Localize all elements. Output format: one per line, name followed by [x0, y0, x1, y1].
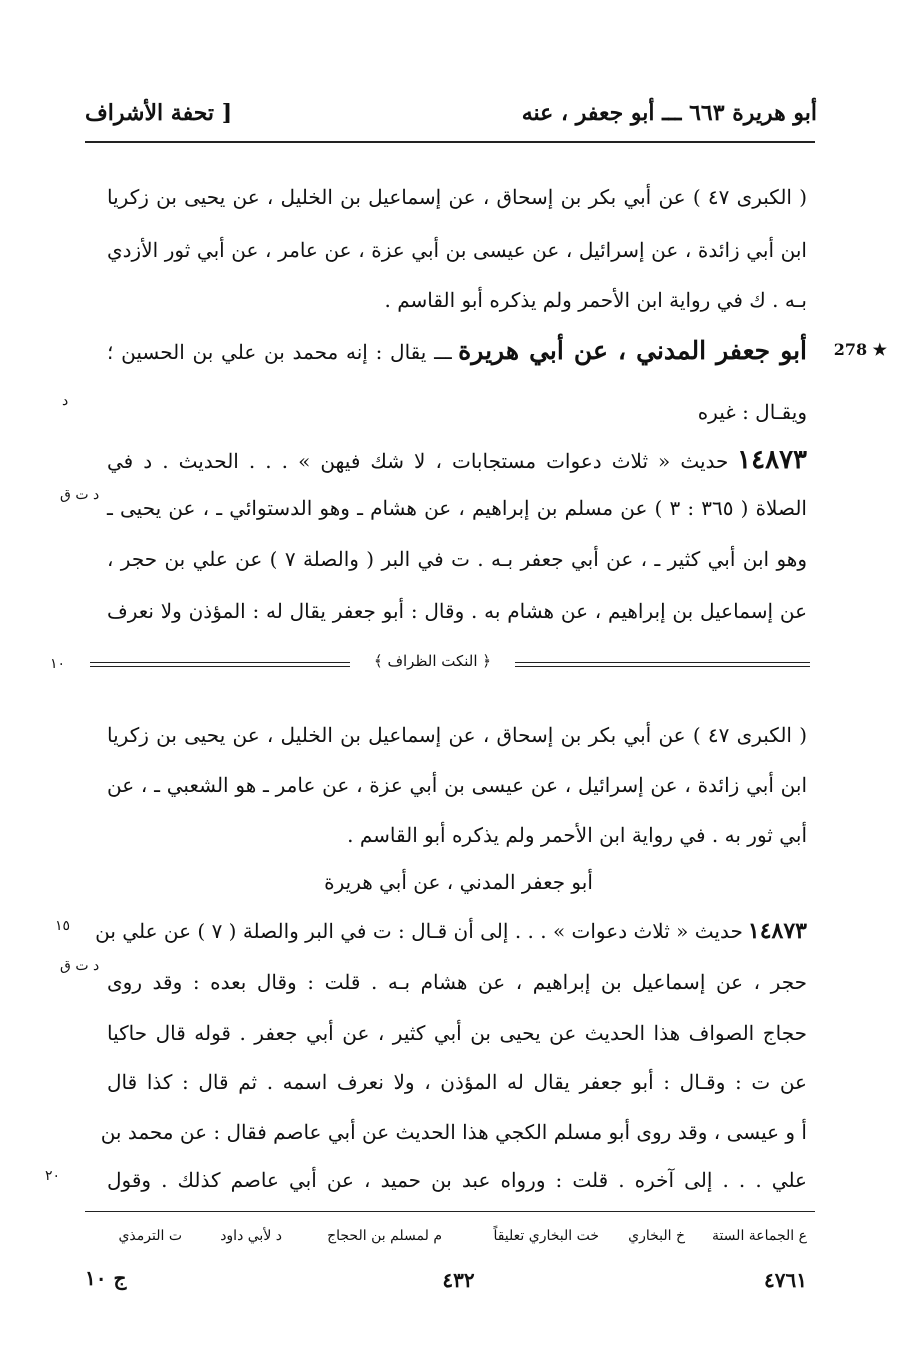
text-line: حجر ، عن إسماعيل بن إبراهيم ، عن هشام بـه . قلت : وقال بعده : وقد روى: [107, 970, 807, 994]
divider-rule-left: [90, 666, 350, 667]
text-line: وهو ابن أبي كثير ـ ، عن أبي جعفر بـه . ت في البر ( والصلة ٧ ) عن علي بن حجر ،: [107, 547, 807, 571]
text-line: علي . . . إلى آخره . قلت : ورواه عبد بن حميد ، عن أبي عاصم كذلك . وقول: [107, 1168, 807, 1192]
narrator-note: ـــ يقال : إنه محمد بن علي بن الحسين ؛: [107, 340, 452, 364]
hadith-number: ١٤٨٧٣: [747, 918, 807, 944]
text-line: عن ت : وقـال : أبو جعفر يقال له المؤذن ، ولا نعرف اسمه . ثم قال : كذا قال: [107, 1070, 807, 1094]
entry-heading: [107, 336, 807, 365]
text-line: الصلاة ( ٣٦٥ : ٣ ) عن مسلم بن إبراهيم ، عن هشام ـ وهو الدستوائي ـ ، عن يحيى ـ: [107, 496, 807, 520]
divider-rule-right: [515, 662, 810, 663]
footer-rule: [85, 1211, 815, 1212]
hadith-text: حديث « ثلاث دعوات » . . . إلى أن قـال : ت في البر والصلة ( ٧ ) عن علي بن: [95, 919, 743, 943]
abbreviation: د لأبي داود: [220, 1228, 282, 1244]
margin-siglum: د ت ق: [60, 487, 100, 503]
margin-siglum: د: [62, 393, 69, 409]
line-number: ٢٠: [45, 1168, 61, 1184]
text-line: ابن أبي زائدة ، عن إسرائيل ، عن عيسى بن أبي عزة ، عن عامر ، عن أبي ثور الأزدي: [107, 238, 807, 262]
text-line: ( الكبرى ٤٧ ) عن أبي بكر بن إسحاق ، عن إسماعيل بن الخليل ، عن يحيى بن زكريا: [107, 185, 808, 209]
hadith-count: ٤٧٦١: [764, 1268, 807, 1292]
divider-label: ﴿ النكت الظراف ﴾: [373, 652, 492, 670]
text-line: أبي ثور به . في رواية ابن الأحمر ولم يذكره أبو القاسم .: [347, 823, 807, 847]
text-line: بـه . ك في رواية ابن الأحمر ولم يذكره أبو القاسم .: [384, 288, 807, 312]
divider-rule-right: [515, 666, 810, 667]
entry-number: 278 ★: [833, 340, 887, 359]
text-line: حجاج الصواف هذا الحديث عن يحيى بن أبي كثير ، عن أبي جعفر . قوله قال حاكيا: [107, 1021, 807, 1045]
header-rule: [85, 141, 815, 143]
divider-rule-left: [90, 662, 350, 663]
text-line: أ و عيسى ، وقد روى أبو مسلم الكجي هذا الحديث عن أبي عاصم فقال : عن محمد بن: [100, 1120, 807, 1144]
text-line: ابن أبي زائدة ، عن إسرائيل ، عن عيسى بن أبي عزة ، عن عامر ـ هو الشعبي ـ ، عن: [107, 773, 807, 797]
hadith-number: ١٤٨٧٣: [737, 445, 807, 475]
text-line: عن إسماعيل بن إبراهيم ، عن هشام به . وقال : أبو جعفر يقال له : المؤذن ولا نعرف: [107, 599, 807, 623]
line-number: ١٠: [50, 656, 66, 672]
running-header-book: [ تحفة الأشراف: [85, 100, 233, 126]
margin-siglum: د ت ق: [60, 958, 100, 974]
running-header-title: أبو هريرة ٦٦٣ ـــ أبو جعفر ، عنه: [521, 100, 817, 126]
text-line: ويقـال : غيره: [697, 400, 807, 424]
text-line: ( الكبرى ٤٧ ) عن أبي بكر بن إسحاق ، عن إسماعيل بن الخليل ، عن يحيى بن زكريا: [107, 723, 808, 747]
abbreviation: ع الجماعة الستة: [711, 1228, 807, 1244]
volume-number: ج ١٠: [85, 1266, 127, 1290]
hadith-first-line: [107, 445, 807, 475]
abbreviation: ت الترمذي: [118, 1228, 182, 1244]
page-number: ٤٣٢: [442, 1268, 475, 1292]
abbreviation: خ البخاري: [628, 1228, 685, 1244]
abbreviation: م لمسلم بن الحجاج: [327, 1228, 442, 1244]
narrator-name: أبو جعفر المدني ، عن أبي هريرة: [458, 336, 808, 365]
hadith-text: حديث « ثلاث دعوات مستجابات ، لا شك فيهن » . . . الحديث . د في: [107, 449, 729, 473]
hadith-first-line: [95, 918, 807, 944]
subheading: أبو جعفر المدني ، عن أبي هريرة: [324, 870, 593, 894]
abbreviation: خت البخاري تعليقاً: [493, 1228, 599, 1244]
line-number: ١٥: [55, 918, 71, 934]
